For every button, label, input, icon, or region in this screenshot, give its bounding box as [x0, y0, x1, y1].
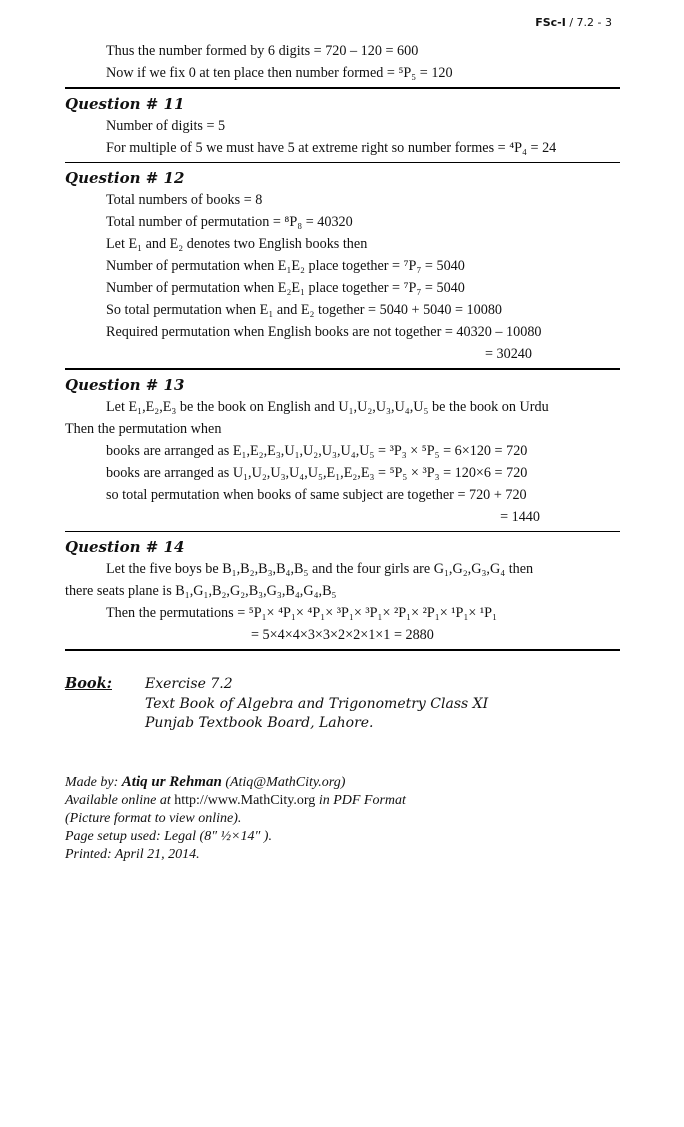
available-suffix: in PDF Format — [315, 793, 406, 808]
author-name: Atiq ur Rehman — [121, 774, 222, 790]
book-title: Text Book of Algebra and Trigonometry Class XI — [145, 695, 489, 712]
section-divider — [65, 531, 620, 532]
question-12-line: Required permutation when English books are not together = 40320 – 10080 — [106, 324, 542, 340]
question-12-line: Total numbers of books = 8 — [106, 192, 263, 208]
question-14-line: Let the five boys be B₁,B₂,B₃,B₄,B₅ and the four girls are G₁,G₂,G₃,G₄ then — [106, 561, 534, 577]
book-exercise: Exercise 7.2 — [145, 676, 233, 692]
question-13-line: books are arranged as U₁,U₂,U₃,U₄,U₅,E₁,E₂,E₃ = ⁵P₅ × ³P₃ = 120×6 = 720 — [106, 465, 528, 481]
question-12-line: So total permutation when E₁ and E₂ together = 5040 + 5040 = 10080 — [106, 302, 503, 318]
question-13-title: Question # 13 — [65, 376, 185, 394]
page-header — [535, 16, 612, 29]
question-13-line: Then the permutation when — [65, 421, 222, 437]
question-12-line: Number of permutation when E₂E₁ place together = ⁷P₇ = 5040 — [106, 280, 465, 296]
page-setup-line: Page setup used: Legal (8″ ½×14″ ). — [65, 829, 272, 844]
intro-line: Now if we fix 0 at ten place then number formed = ⁵P₅ = 120 — [106, 65, 453, 81]
section-divider — [65, 87, 620, 89]
question-14-title: Question # 14 — [65, 538, 185, 556]
question-12-line: Let E₁ and E₂ denotes two English books then — [106, 236, 368, 252]
question-13-line: books are arranged as E₁,E₂,E₃,U₁,U₂,U₃,U₄,U₅ = ³P₃ × ⁵P₅ = 6×120 = 720 — [106, 443, 528, 459]
book-publisher: Punjab Textbook Board, Lahore. — [145, 715, 374, 731]
header-course: FSc-I — [535, 16, 566, 29]
printed-date: Printed: April 21, 2014. — [65, 847, 200, 862]
available-prefix: Available online at — [65, 793, 175, 808]
author-email: (Atiq@MathCity.org) — [221, 775, 346, 790]
picture-note: (Picture format to view online). — [65, 811, 242, 826]
question-14-result: = 5×4×4×3×3×2×2×1×1 = 2880 — [251, 627, 434, 643]
made-by-prefix: Made by: — [65, 775, 122, 790]
page-content — [65, 40, 620, 864]
availability-line — [65, 792, 620, 810]
question-13-result: = 1440 — [500, 509, 540, 525]
section-divider — [65, 368, 620, 370]
question-14-line: there seats plane is B₁,G₁,B₂,G₂,B₃,G₃,B₄,G₄,B₅ — [65, 583, 337, 599]
question-12-line: Total number of permutation = ⁸P₈ = 40320 — [106, 214, 353, 230]
book-label: Book: — [65, 675, 112, 692]
website-link[interactable]: http://www.MathCity.org — [174, 793, 316, 808]
question-12-line: Number of permutation when E₁E₂ place together = ⁷P₇ = 5040 — [106, 258, 465, 274]
question-11-line: For multiple of 5 we must have 5 at extreme right so number formes = ⁴P₄ = 24 — [106, 140, 557, 156]
header-page-number: / 7.2 - 3 — [565, 16, 612, 29]
question-13-line: Let E₁,E₂,E₃ be the book on English and U₁,U₂,U₃,U₄,U₅ be the book on Urdu — [106, 399, 549, 415]
question-14-line: Then the permutations = ⁵P₁× ⁴P₁× ⁴P₁× ³P₁× ³P₁× ²P₁× ²P₁× ¹P₁× ¹P₁ — [106, 605, 498, 621]
question-13-line: so total permutation when books of same subject are together = 720 + 720 — [106, 487, 527, 503]
section-divider — [65, 649, 620, 651]
section-divider — [65, 162, 620, 163]
question-11-line: Number of digits = 5 — [106, 118, 226, 134]
book-reference — [65, 675, 620, 737]
book-details — [145, 675, 488, 734]
question-11-title: Question # 11 — [65, 95, 185, 113]
credits-block — [65, 773, 620, 864]
question-12-result: = 30240 — [484, 346, 532, 362]
made-by-line — [65, 773, 620, 792]
intro-line: Thus the number formed by 6 digits = 720 – 120 = 600 — [106, 43, 419, 59]
question-12-title: Question # 12 — [65, 169, 185, 187]
